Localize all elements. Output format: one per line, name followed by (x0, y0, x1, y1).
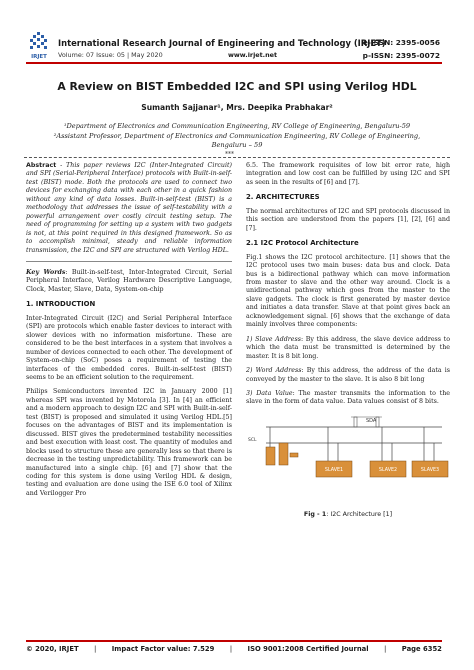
slave1-label: SLAVE1 (324, 467, 344, 473)
left-column (26, 162, 232, 504)
footer-impact-factor: Impact Factor value: 7.529 (111, 645, 215, 653)
footer-iso: ISO 9001:2008 Certified Journal (247, 645, 369, 653)
master-arrow-block (290, 453, 298, 457)
abstract (26, 162, 232, 255)
affiliation-2: ²Assistant Professor, Department of Electronics and Communication Engineering, RV College of Engineering, Bengaluru – 59 (53, 132, 421, 149)
volume-issue: Volume: 07 Issue: 05 | May 2020 (58, 51, 163, 59)
footer-separator: | (93, 645, 97, 653)
figure-caption-label: Fig - 1 (303, 510, 327, 518)
slave-address-label: 1) Slave Address (246, 335, 301, 343)
word-address-label: 2) Word Address (246, 367, 302, 375)
scl-label: SCL (248, 437, 257, 443)
e-issn: e-ISSN: 2395-0056 (362, 38, 440, 47)
i2c-architecture-paragraph: Fig.1 shows the I2C protocol architecture. [1] shows that the I2C protocol uses two main buses: data bus and clock. Data bus is a bidirectional pathway which can move information from master to slave and the other way around. Clock is a unidirectional pathway which goes from the master to the slave gadgets. The clock is first generated by master device and initiates a data transfer. Slave at that point gives back an acknowledgement signal. [6] shows that the exchange of data mainly involves three components: (246, 253, 450, 329)
introduction-paragraph-2: Philips Semiconductors invented I2C in January 2000 [1] whereas SPI was invented by Motorola [3]. In [4] an efficient and a modern approach to design I2C and SPI with Built-in-self-test (BIST) is proposed and simulated it using Verilog HDL.[5] focuses on the advantages of BIST and its implementation is discussed. BIST gives the predetermined testability necessities and best execution with least cost. The quantity of modules and blocks used to structure these are generally less so that there is decrease in the testing unpredictability. This framework can be manufactured into a single chip. [6] and [7] show that the coding for this system is done using Verilog HDL & design, testing and evaluation are done using the ISE 6.0 tool of Xilinx and Verilogger Pro (26, 388, 232, 497)
introduction-heading: 1. INTRODUCTION (26, 300, 96, 309)
i2c-architecture-heading: 2.1 I2C Protocol Architecture (246, 239, 359, 248)
paper-authors: Sumanth Sajjanar¹, Mrs. Deepika Prabhakar² (141, 103, 333, 112)
architectures-paragraph: The normal architectures of I2C and SPI protocols discussed in this section are understood from the papers [1], [2], [6] and [7]. (246, 207, 450, 232)
separator-stars: *** (225, 151, 234, 158)
abstract-divider (26, 261, 232, 262)
continued-paragraph: 6.5. The framework requisites of low bit error rate, high integration and low cost can be fulfilled by using I2C and SPI as seen in the results of [6] and [7]. (246, 162, 450, 186)
pullup-resistor-1 (354, 417, 357, 427)
word-address-text: : By this address, the address of the data is conveyed by the master to the slave. It is also 8 bit long (246, 367, 451, 383)
journal-website-link[interactable]: www.irjet.net (228, 51, 278, 59)
component-slave-address (246, 336, 450, 361)
data-value-label: 3) Data Value (246, 389, 293, 397)
affiliation-1: ¹Department of Electronics and Communication Engineering, RV College of Engineering, Bengaluru-59 (63, 122, 411, 130)
page-header (0, 0, 474, 62)
keywords-text: : Built-in-self-test, Inter-Integrated Circuit, Serial Peripheral Interface, Verilog Hardware Descriptive Language, Clock, Master, Slave, Data, System-on-chip (26, 268, 232, 293)
page-footer (26, 645, 442, 653)
architectures-heading: 2. ARCHITECTURES (246, 193, 320, 202)
component-word-address (246, 367, 450, 384)
journal-title: International Research Journal of Engineering and Technology (IRJET) (58, 38, 386, 48)
component-data-value (246, 390, 450, 407)
keywords-label: Key Words (26, 268, 66, 276)
i2c-architecture-diagram (246, 413, 450, 509)
abstract-text: - This paper reviews I2C (Inter-Integrated Circuit) and SPI (Serial-Peripheral Interface) protocols with Built-in-self-test (BIST) mode. Both the protocols are used to connect two devices for exchanging data with each other in a quick fashion without any kind of data losses. Built-in-self-test (BIST) is a methodology that addresses the issue of self-testability with a powerful arrangement over costly circuit testing setup. The need of programming for setting up a system with two gadgets is not, at this point required in this designed framework. So as to accomplish minimal, steady and reliable information transmission, the I2C and SPI are structured with Verilog HDL. (26, 162, 232, 254)
footer-separator: | (229, 645, 233, 653)
slave2-label: SLAVE2 (378, 467, 398, 473)
footer-rule (26, 640, 442, 642)
logo-text: IRJET (31, 54, 47, 60)
p-issn: p-ISSN: 2395-0072 (362, 51, 440, 60)
introduction-paragraph-1: Inter-Integrated Circuit (I2C) and Serial Peripheral Interface (SPI) are protocols which enable faster devices to interact with slower devices with no information misfortune. These are considered to be the best interfaces in a system that involves a number of devices connected to each other. The development of System-on-chip (SoC) poses a requirement of testing the interfaces of the embedded cores. Built-in-self-test (BIST) seems to be an efficient solution to the requirement. (26, 314, 232, 381)
paper-title: A Review on BIST Embedded I2C and SPI using Verilog HDL (57, 80, 417, 93)
slave-address-text: : By this address, the slave device address to which the data must be transmitted is determined by the master. It is 8 bit long. (246, 335, 451, 360)
figure-caption-text: : I2C Architecture [1] (326, 510, 393, 518)
sda-label: SDA (366, 417, 377, 424)
footer-page-number: Page 6352 (401, 645, 442, 653)
master-block-1 (266, 447, 275, 465)
master-block-2 (279, 443, 288, 465)
right-column (246, 162, 450, 519)
slave3-label: SLAVE3 (420, 467, 440, 473)
i2c-architecture-figure (246, 413, 450, 509)
footer-copyright: © 2020, IRJET (26, 645, 79, 653)
footer-separator: | (383, 645, 387, 653)
data-value-text: : The master transmits the information to the slave in the form of data value. Data values consist of 8 bits. (246, 389, 450, 406)
pullup-resistor-2 (376, 417, 379, 427)
keywords (26, 269, 232, 294)
header-rule (26, 62, 442, 64)
abstract-label: Abstract (26, 162, 57, 169)
title-separator (24, 157, 450, 158)
figure-caption (246, 511, 450, 519)
irjet-logo-icon (26, 30, 52, 60)
